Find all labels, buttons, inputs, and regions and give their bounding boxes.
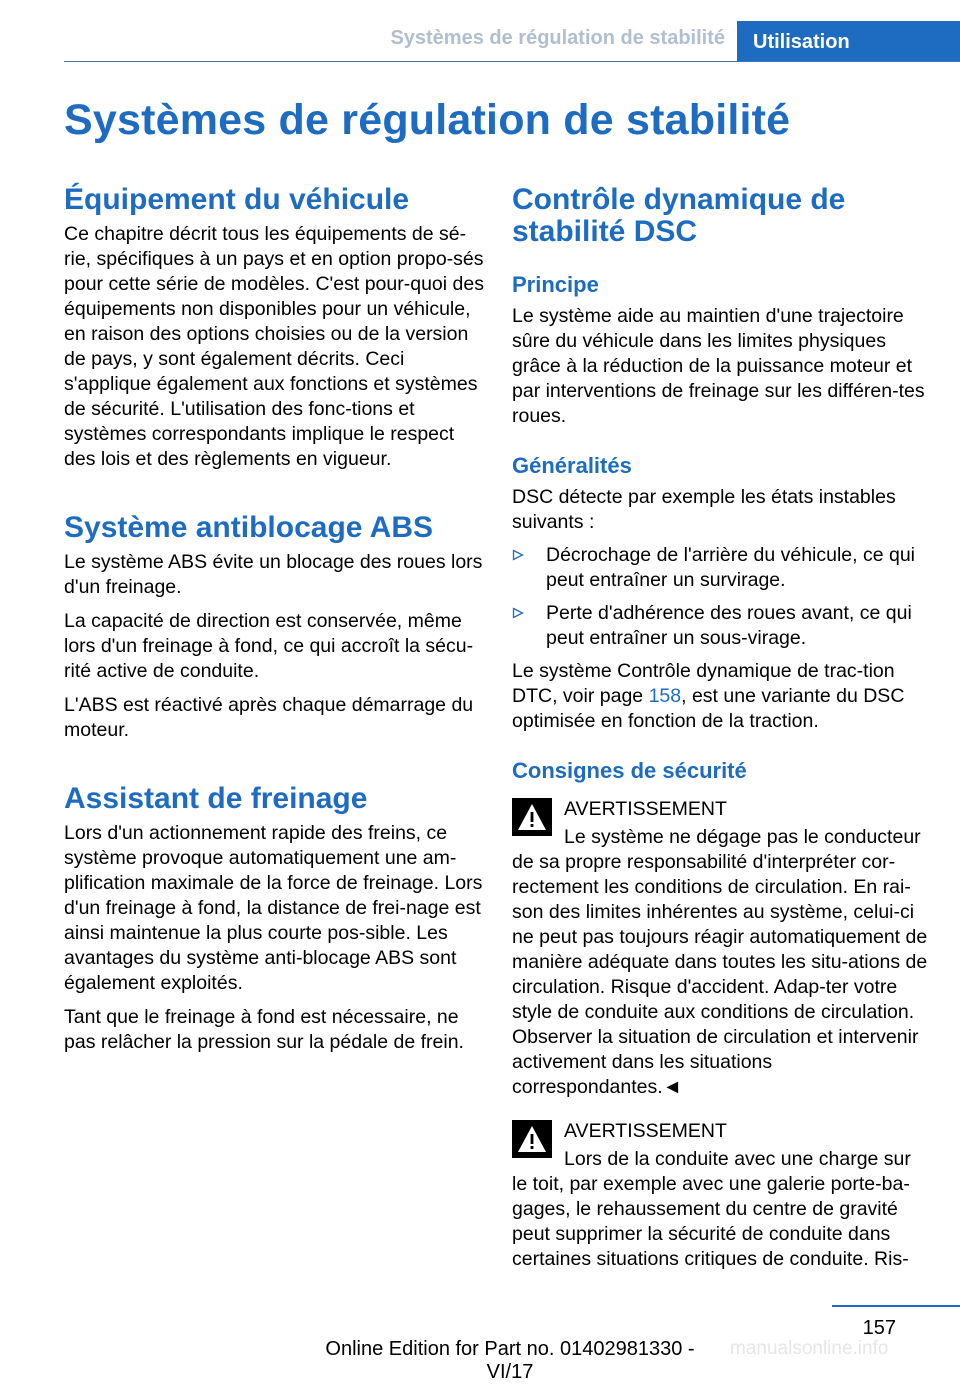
warning-text-first: Lors de la conduite avec une charge sur — [564, 1148, 911, 1170]
dtc-text-before: Le système Contrôle dynamique de trac‐tion DTC, voir page — [512, 660, 895, 707]
dsc-heading: Contrôle dynamique de stabilité DSC — [512, 183, 846, 248]
warning-text-first: Le système ne dégage pas le conducteur — [564, 826, 921, 848]
page-number: 157 — [862, 1317, 896, 1339]
general-text: DSC détecte par exemple les états instables suivants : — [512, 486, 896, 533]
brake-assist-paragraph-2: Tant que le freinage à fond est nécessaire, ne pas relâcher la pression sur la pédale de frein. — [64, 1006, 464, 1053]
principe-text: Le système aide au maintien d'une trajectoire sûre du véhicule dans les limites physiques grâce à la réduction de la puissance moteur et par interventions de freinage sur les différen‐tes roues. — [512, 305, 925, 427]
abs-paragraph-3: L'ABS est réactivé après chaque démarrage du moteur. — [64, 694, 474, 741]
list-item — [512, 601, 930, 651]
header-rule — [64, 61, 960, 62]
page-title: Systèmes de régulation de stabilité — [64, 96, 791, 144]
triangle-bullet-icon — [512, 549, 524, 561]
warning-block — [512, 1118, 930, 1272]
header-chapter-tab — [737, 21, 960, 62]
footer-rule — [832, 1305, 960, 1307]
general-heading: Généralités — [512, 453, 632, 478]
brake-assist-heading: Assistant de freinage — [64, 782, 368, 815]
header-section-title: Systèmes de régulation de stabilité — [390, 27, 725, 49]
dtc-paragraph — [512, 659, 930, 734]
equipment-heading: Équipement du véhicule — [64, 183, 410, 216]
abs-paragraph-1: Le système ABS évite un blocage des roues lors d'un freinage. — [64, 551, 483, 598]
edition-note: Online Edition for Part no. 01402981330 - VI/17 — [325, 1338, 695, 1383]
warning-block — [512, 796, 930, 1100]
warning-title: AVERTISSEMENT — [564, 1120, 727, 1142]
list-item — [512, 543, 930, 593]
safety-heading: Consignes de sécurité — [512, 758, 747, 783]
brake-assist-paragraph-1: Lors d'un actionnement rapide des freins, ce système provoque automatiquement une am‐plification maximale de la force de freinage. Lors d'un freinage à fond, la distance de frei‐nage est ainsi maintenue la plus courte pos‐sible. Les avantages du système anti-blocage ABS sont également exploités. — [64, 822, 483, 994]
warning-icon — [512, 1120, 552, 1158]
warning-icon — [512, 798, 552, 836]
watermark: manualsonline.info — [730, 1338, 889, 1359]
list-item-text: Décrochage de l'arrière du véhicule, ce qui peut entraîner un survirage. — [546, 544, 916, 591]
header-chapter-label: Utilisation — [753, 31, 850, 53]
abs-heading: Système antiblocage ABS — [64, 511, 434, 544]
right-column — [512, 184, 930, 1272]
warning-title: AVERTISSEMENT — [564, 798, 727, 820]
triangle-bullet-icon — [512, 607, 524, 619]
equipment-text: Ce chapitre décrit tous les équipements de sé‐rie, spécifiques à un pays et en option propo‐sés pour cette série de modèles. C'est pour‐quoi des équipements non disponibles pour un véhicule, en raison des options choisies ou de la version de pays, y sont également décrits. Ceci s'applique également aux fonctions et systèmes de sécurité. L'utilisation des fonc‐tions et systèmes correspondants implique le respect des lois et des règlements en vigueur. — [64, 223, 484, 470]
left-column — [64, 184, 484, 1055]
principe-heading: Principe — [512, 272, 599, 297]
abs-paragraph-2: La capacité de direction est conservée, même lors d'un freinage à fond, ce qui accroît la sécu‐rité active de conduite. — [64, 610, 474, 682]
dtc-text-after: , est une variante du DSC optimisée en fonction de la traction. — [512, 685, 905, 732]
instability-list — [512, 543, 930, 651]
page-reference-link[interactable]: 158 — [648, 685, 682, 707]
warning-text: le toit, par exemple avec une galerie porte-ba‐gages, le rehaussement du centre de gravité peut supprimer la sécurité de conduite dans certaines situations critiques de conduite. Ris‐ — [512, 1173, 910, 1270]
list-item-text: Perte d'adhérence des roues avant, ce qui peut entraîner un sous-virage. — [546, 602, 912, 649]
warning-text: de sa propre responsabilité d'interpréter cor‐rectement les conditions de circulation. En rai‐son des limites inhérentes au système, celui-ci ne peut pas toujours réagir automatiquement de manière adéquate dans toutes les situ‐ations de circulation. Risque d'accident. Adap‐ter votre style de conduite aux conditions de circulation. Observer la situation de circulation et intervenir activement dans les situations correspondantes.◄ — [512, 851, 928, 1098]
